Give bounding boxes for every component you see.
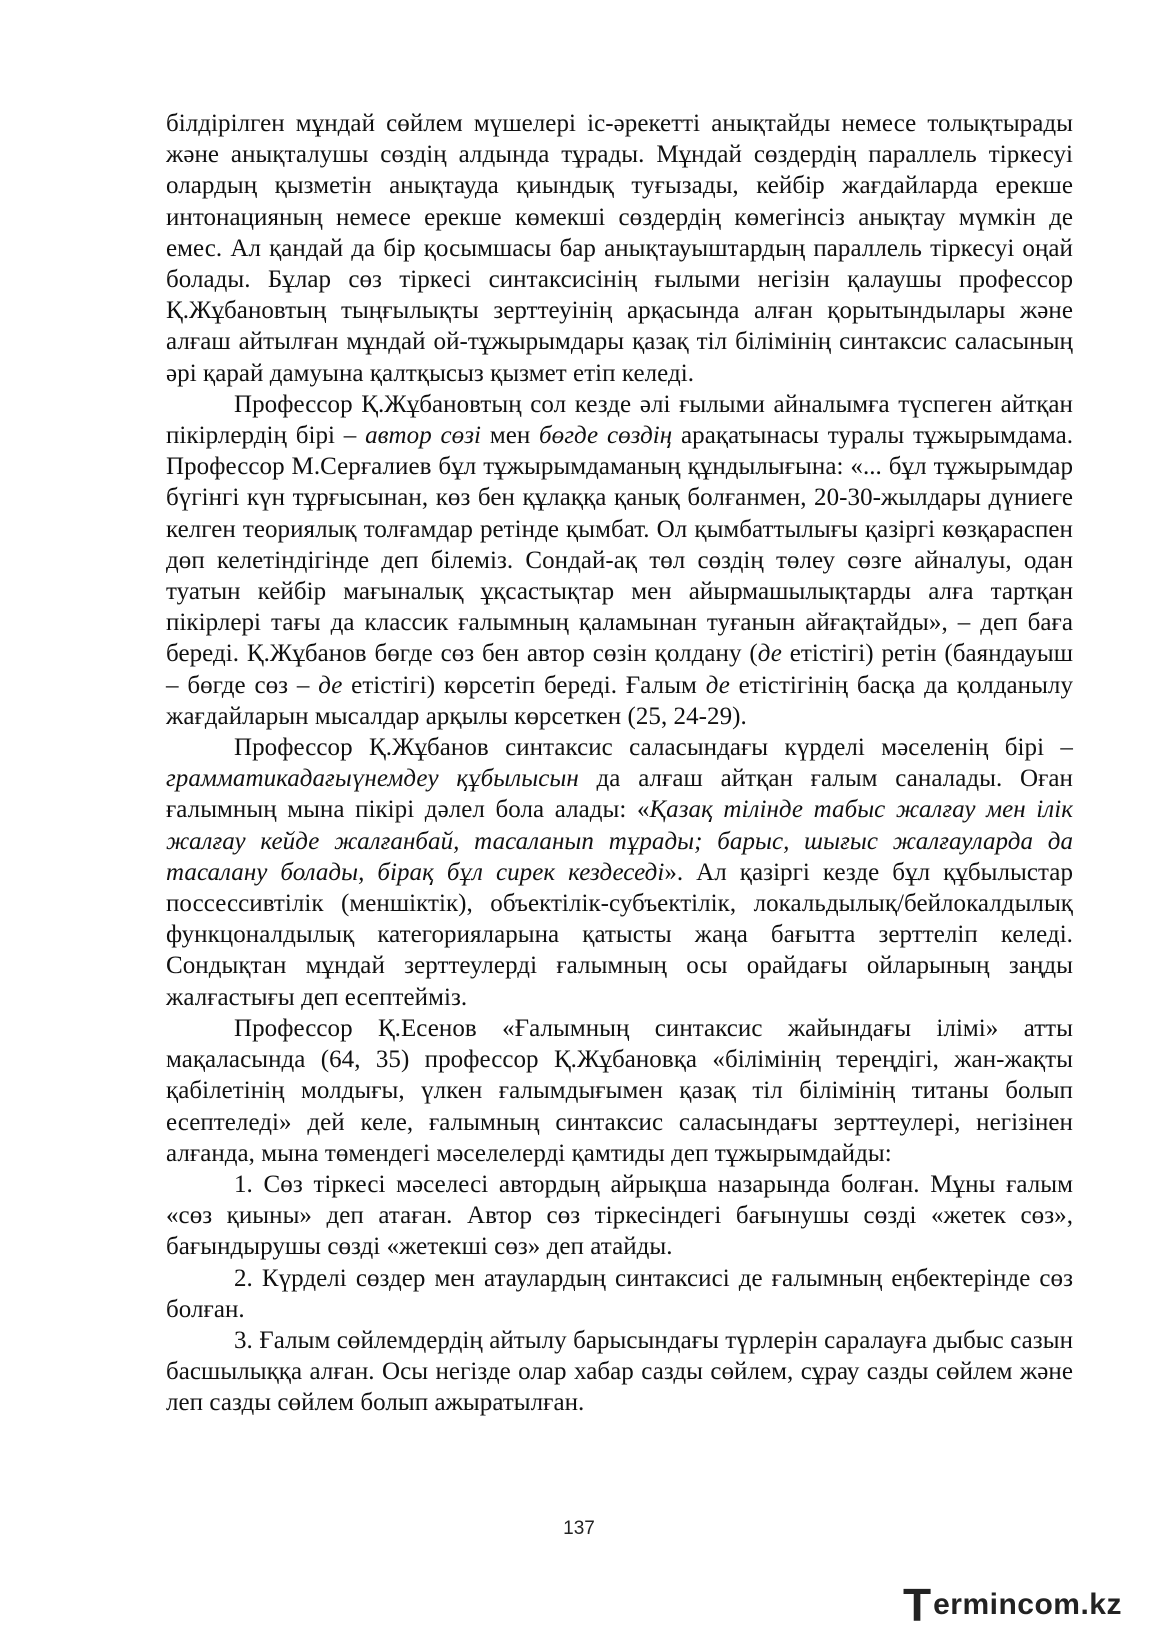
paragraph-2-text: арақатынасы туралы тұжырымдама. Профессор М.Серғалиев бұл тұжырымдаманың құндылығына: «... бұл тұжырымдар бүгінгі күн тұрғысынан, көз бен құлаққа қанық болғанмен, 20-30-жылдары дүниеге келген теориялық толғамдар ретінде қымбат. Ол қымбаттылығы қазіргі көзқараспен дөп келетіндігінде деп білеміз. Сондай-ақ төл сөздің төлеу сөзге айналуы, одан туатын кейбір мағыналық ұқсастықтар мен айырмашылықтарды алға тартқан пікірлері тағы да классик ғалымның қаламынан туғанын айғақтайды», – деп баға береді. Қ.Жұбанов бөгде сөз бен автор сөзін қолдану ( (166, 422, 1074, 668)
paragraph-2-text: етістігінің басқа да қолданылу жағдайларын мысалдар арқылы көрсеткен (25, 24-29). (166, 671, 1073, 730)
main-text (166, 108, 1073, 1419)
paragraph-3-text: да алғаш айтқан ғалым саналады. Оған ғалымның мына пікірі дәлел бола алады: « (166, 765, 1073, 824)
paragraph-2-text: мен (481, 422, 540, 450)
list-item-1: 1. Сөз тіркесі мәселесі автордың айрықша назарында болған. Мұны ғалым «сөз қиыны» деп атаған. Автор сөз тіркесіндегі бағынушы сөзді «жетек сөз», бағындырушы сөзді «жетекші сөз» деп атайды. (166, 1170, 1073, 1261)
paragraph-2 (166, 389, 1073, 732)
paragraph-4: Профессор Қ.Есенов «Ғалымның синтаксис жайындағы ілімі» атты мақаласында (64, 35) профессор Қ.Жұбановқа «білімінің тереңдігі, жан-жақты қабілетінің молдығы, үлкен ғалымдығымен қазақ тіл білімінің титаны болып есептеледі» дей келе, ғалымның синтаксис саласындағы зерттеулері, негізінен алғанда, мына төмендегі мәселелерді қамтиды деп тұжырымдайды: (166, 1014, 1073, 1167)
watermark-logo (902, 1579, 1122, 1631)
paragraph-2-text: етістігі) ретін (баяндауыш – бөгде сөз – (166, 640, 1073, 699)
watermark-text: ermincom.kz (933, 1588, 1122, 1621)
page-number: 137 (563, 1518, 595, 1539)
term-de-verb: де (318, 671, 343, 699)
term-reported-speech: бөгде сөздің (539, 422, 673, 450)
list-item-3: 3. Ғалым сөйлемдердің айтылу барысындағы түрлерін саралауға дыбыс сазын басшылыққа алған. Осы негізде олар хабар сазды сөйлем, сұрау сазды сөйлем және леп сазды сөйлем болып ажыратылған. (166, 1326, 1073, 1417)
paragraph-1: білдірілген мұндай сөйлем мүшелері іс-әрекетті анықтайды немесе толықтырады және анықталушы сөздің алдында тұрады. Мұндай сөздердің параллель тіркесуі олардың қызметін анықтауда қиындық туғызады, кейбір жағдайларда ерекше интонацияның немесе ерекше көмекші сөздердің көмегінсіз анықтау мүмкін де емес. Ал қандай да бір қосымшасы бар анықтауыштардың параллель тіркесуі оңай болады. Бұлар сөз тіркесі синтаксисінің ғылыми негізін қалаушы профессор Қ.Жұбановтың тыңғылықты зерттеуінің арқасында алған қорытындылары және алғаш айтылған мұндай ой-тұжырымдары қазақ тіл білімінің синтаксис саласының әрі қарай дамуына қалтқысыз қызмет етіп келеді. (166, 110, 1073, 387)
term-ellipsis-phenomenon: грамматикадағыүнемдеу құбылысын (166, 765, 579, 793)
paragraph-3 (166, 732, 1073, 1013)
paragraph-2-text: етістігі) көрсетіп береді. Ғалым (342, 671, 706, 699)
list-item-2: 2. Күрделі сөздер мен атаулардың синтаксисі де ғалымның еңбектерінде сөз болған. (166, 1264, 1073, 1323)
quotation: Қазақ тілінде табыс жалғау мен ілік жалғау кейде жалғанбай, тасаланып тұрады; барыс, шығыс жалғауларда да тасалану болады, бірақ бұл сирек кездеседі (166, 796, 1073, 886)
term-author-speech: автор сөзі (365, 422, 482, 450)
term-de-verb: де (757, 640, 782, 668)
paragraph-3-text: Профессор Қ.Жұбанов синтаксис саласындағы күрделі мәселенің бірі – (234, 734, 1073, 762)
watermark-logo-letter: T (902, 1579, 932, 1631)
paragraph-2-text: Профессор Қ.Жұбановтың сол кезде әлі ғылыми айналымға түспеген айтқан пікірлердің бірі – (166, 390, 1073, 450)
paragraph-3-text: ». Ал қазіргі кезде бұл құбылыстар поссессивтілік (меншіктік), объектілік-субъектілік, локальдылық/бейлокалдылық функцоналдылық категорияларына қатысты жаңа бағытта зерттеліп келеді. Сондықтан мұндай зерттеулерді ғалымның осы орайдағы ойларының заңды жалғастығы деп есептейміз. (166, 858, 1073, 1011)
term-de-verb: де (705, 671, 730, 699)
